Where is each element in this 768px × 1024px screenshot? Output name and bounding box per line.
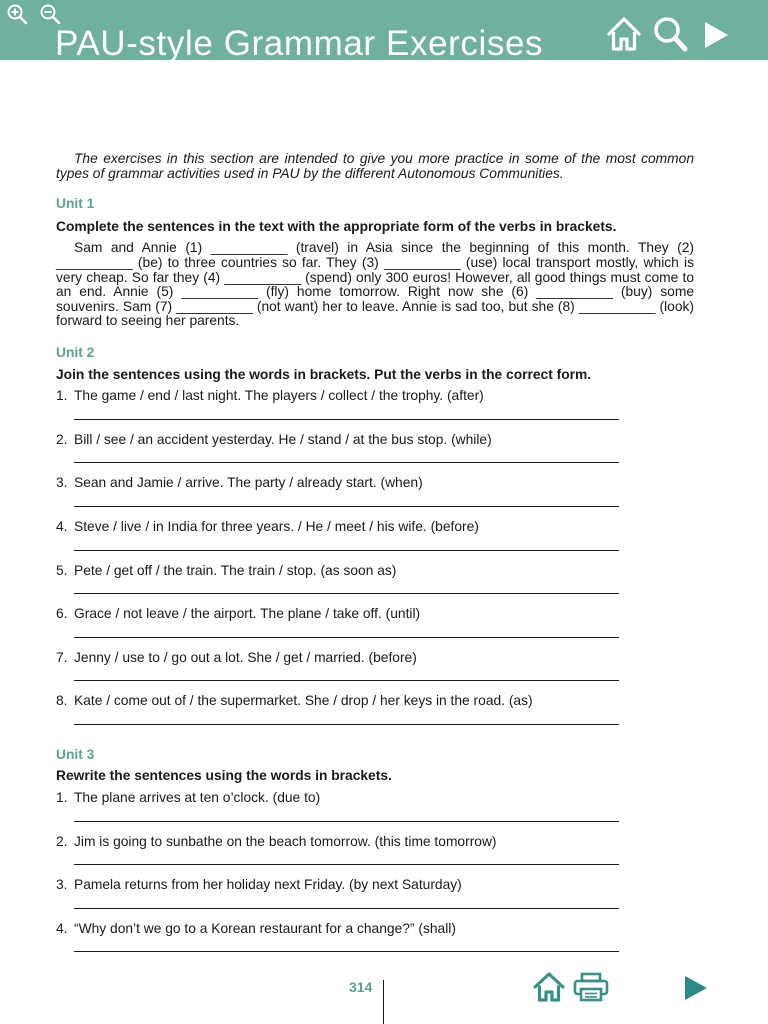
- exercise-item: [56, 651, 694, 682]
- unit-1-title: Unit 1: [56, 196, 95, 212]
- exercise-item: [56, 791, 694, 822]
- exercise-prompt: Grace / not leave / the airport. The plane / take off. (until): [74, 606, 421, 622]
- exercise-number: 1.: [56, 388, 68, 404]
- answer-line[interactable]: [74, 622, 619, 638]
- exercise-prompt: “Why don’t we go to a Korean restaurant for a change?” (shall): [74, 920, 456, 936]
- unit-2-title: Unit 2: [56, 344, 95, 360]
- exercise-number: 6.: [56, 606, 68, 622]
- exercise-number: 8.: [56, 693, 68, 709]
- exercise-item: [56, 878, 694, 909]
- home-icon: [533, 971, 565, 1003]
- unit-1-section: [56, 197, 694, 329]
- answer-line[interactable]: [74, 893, 619, 909]
- exercise-prompt: Sean and Jamie / arrive. The party / already start. (when): [74, 475, 423, 491]
- exercise-number: 4.: [56, 920, 68, 936]
- exercise-content: [56, 152, 694, 952]
- unit-3-title: Unit 3: [56, 746, 95, 762]
- exercise-item: [56, 835, 694, 866]
- exercise-number: 7.: [56, 649, 68, 665]
- answer-line[interactable]: [74, 936, 619, 952]
- footer-divider: [383, 980, 384, 1024]
- answer-line[interactable]: [74, 535, 619, 551]
- intro-text: The exercises in this section are intended to give you more practice in some of the most common types of grammar activities used in PAU by the different Autonomous Communities.: [56, 151, 694, 181]
- zoom-in-button[interactable]: [6, 3, 28, 25]
- answer-line[interactable]: [74, 709, 619, 725]
- unit-1-instruction: Complete the sentences in the text with the appropriate form of the verbs in brackets.: [56, 218, 617, 234]
- exercise-item: [56, 564, 694, 595]
- exercise-item: [56, 433, 694, 464]
- unit-1-gap-text: Sam and Annie (1) __________ (travel) in Asia since the beginning of this month. They (2) __________ (be) to three countries so far. They (3) __________ (use) local transport mostly, which is very cheap. So far they (4) __________ (spend) only 300 euros! However, all good things must come to an end. Annie (5) __________ (fly) home tomorrow. Right now she (6) __________ (buy) some souvenirs. Sam (7) __________ (not want) her to leave. Annie is sad too, but she (8) __________ (look) forward to seeing her parents.: [56, 240, 694, 329]
- search-button[interactable]: [651, 14, 689, 54]
- answer-line[interactable]: [74, 491, 619, 507]
- answer-line[interactable]: [74, 578, 619, 594]
- exercise-number: 3.: [56, 475, 68, 491]
- next-page-button[interactable]: [703, 20, 730, 50]
- unit-2-instruction: Join the sentences using the words in brackets. Put the verbs in the correct form.: [56, 366, 592, 382]
- page-number: 314: [349, 979, 373, 995]
- print-button[interactable]: [573, 972, 609, 1002]
- answer-line[interactable]: [74, 665, 619, 681]
- exercise-prompt: Jenny / use to / go out a lot. She / get / married. (before): [74, 649, 417, 665]
- footer-next-page-button[interactable]: [683, 974, 709, 1002]
- exercise-item: [56, 476, 694, 507]
- zoom-in-icon: [6, 3, 28, 25]
- unit-2-exercise-list: [56, 389, 694, 725]
- exercise-prompt: Bill / see / an accident yesterday. He / stand / at the bus stop. (while): [74, 431, 492, 447]
- unit-2-section: [56, 346, 694, 725]
- exercise-prompt: Kate / come out of / the supermarket. She / drop / her keys in the road. (as): [74, 693, 533, 709]
- exercise-number: 3.: [56, 877, 68, 893]
- unit-3-exercise-list: [56, 791, 694, 952]
- search-icon: [651, 14, 689, 54]
- unit-3-instruction: Rewrite the sentences using the words in brackets.: [56, 768, 392, 784]
- exercise-prompt: Jim is going to sunbathe on the beach tomorrow. (this time tomorrow): [74, 833, 497, 849]
- exercise-prompt: Steve / live / in India for three years. / He / meet / his wife. (before): [74, 518, 479, 534]
- top-bar: [0, 0, 768, 63]
- exercise-prompt: Pamela returns from her holiday next Friday. (by next Saturday): [74, 877, 462, 893]
- exercise-number: 5.: [56, 562, 68, 578]
- exercise-item: [56, 389, 694, 420]
- exercise-prompt: Pete / get off / the train. The train / stop. (as soon as): [74, 562, 397, 578]
- answer-line[interactable]: [74, 849, 619, 865]
- exercise-item: [56, 694, 694, 725]
- exercise-prompt: The plane arrives at ten o’clock. (due to): [74, 790, 321, 806]
- exercise-number: 4.: [56, 518, 68, 534]
- exercise-item: [56, 922, 694, 953]
- printer-icon: [573, 972, 609, 1002]
- answer-line[interactable]: [74, 447, 619, 463]
- exercise-number: 2.: [56, 833, 68, 849]
- footer-home-button[interactable]: [533, 971, 565, 1003]
- unit-3-section: [56, 748, 694, 953]
- answer-line[interactable]: [74, 806, 619, 822]
- exercise-item: [56, 607, 694, 638]
- exercise-number: 1.: [56, 790, 68, 806]
- play-arrow-icon: [683, 974, 709, 1002]
- play-arrow-icon: [703, 20, 730, 50]
- exercise-item: [56, 520, 694, 551]
- exercise-prompt: The game / end / last night. The players / collect / the trophy. (after): [74, 388, 484, 404]
- answer-line[interactable]: [74, 404, 619, 420]
- home-icon: [606, 15, 642, 53]
- exercise-number: 2.: [56, 431, 68, 447]
- home-button[interactable]: [606, 15, 642, 53]
- page-title: PAU-style Grammar Exercises: [55, 24, 544, 63]
